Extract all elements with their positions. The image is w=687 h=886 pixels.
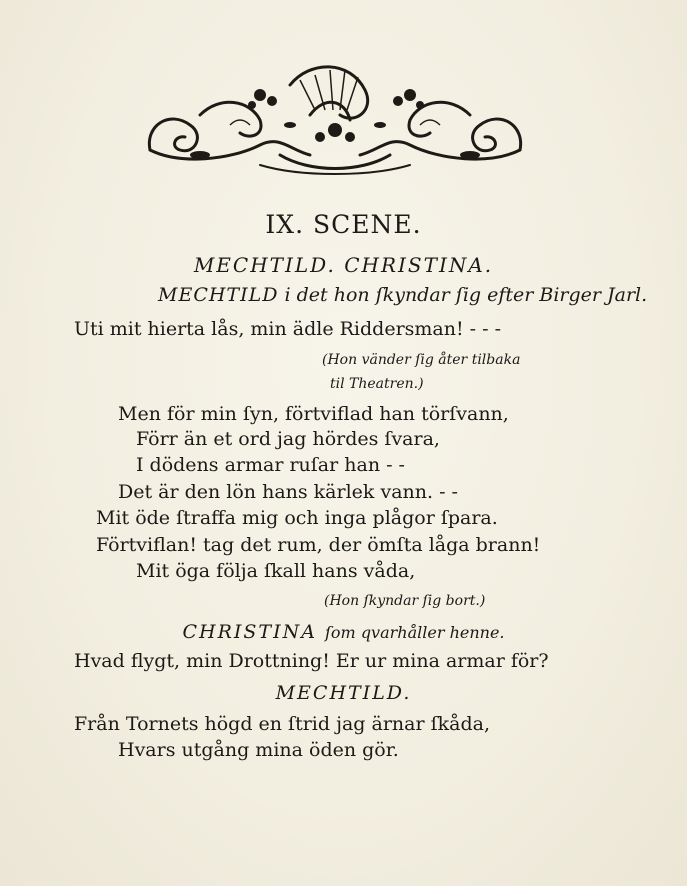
speaker-name: MECHTILD [158,284,279,306]
speaker-name: CHRISTINA [182,621,317,643]
speaker-heading: MECHTILD. [275,682,412,704]
stage-direction [158,284,647,306]
stage-direction-line: (Hon vänder ſig åter tilbaka [322,352,521,368]
scene-title: IX. SCENE. [265,210,422,239]
speaker-heading [0,621,687,643]
speaker-direction: ſom qvarhåller henne. [325,623,505,642]
verse-line: Mit öde ſtraffa mig och inga plågor ſpara. [96,507,498,529]
stage-direction-line: til Theatren.) [330,376,424,392]
verse-line: Förtviflan! tag det rum, der ömſta låga brann! [96,534,541,556]
scene-speakers: MECHTILD. CHRISTINA. [193,253,494,277]
verse-line: Mit öga följa ſkall hans våda, [136,560,416,582]
verse-line: Uti mit hierta lås, min ädle Riddersman! - - - [74,318,502,340]
verse-line: Det är den lön hans kärlek vann. - - [118,481,458,503]
verse-line: Hvad flygt, min Drottning! Er ur mina armar för? [74,650,549,672]
verse-line: Förr än et ord jag hördes ſvara, [136,428,440,450]
verse-line: I dödens armar ruſar han - - [136,454,405,476]
verse-line: Men för min ſyn, förtviflad han törſvann, [118,403,509,425]
stage-direction-line: (Hon ſkyndar ſig bort.) [324,593,486,609]
rococo-ornament-icon [140,55,530,175]
verse-line: Hvars utgång mina öden gör. [118,739,399,761]
verse-line: Från Tornets högd en ſtrid jag ärnar ſkåda, [74,713,491,735]
direction-text: i det hon ſkyndar ſig efter Birger Jarl. [284,284,648,306]
